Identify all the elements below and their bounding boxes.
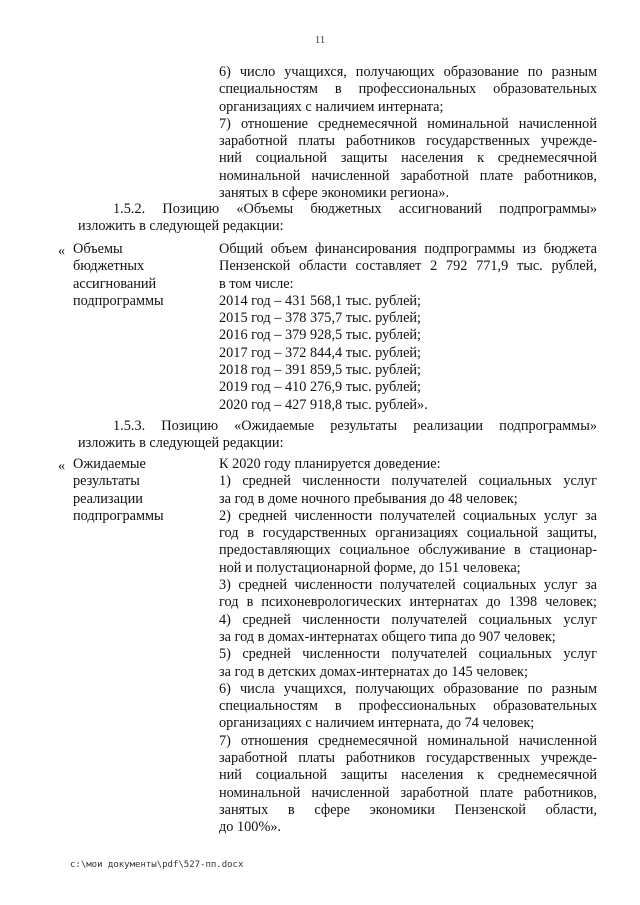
section-1-5-2-line-2: изложить в следующей редакции: <box>78 218 284 235</box>
results-label-line: реализации <box>73 490 143 507</box>
results-values <box>219 456 597 837</box>
top-block-line: 7) отношение среднемесячной номинальной начисленной <box>219 115 597 132</box>
results-values-line: номинальной начисленной заработной плате работников, <box>219 784 597 801</box>
results-label-line: подпрограммы <box>73 507 164 524</box>
results-values-line: год в психоневрологических интернатах до 1398 человек; <box>219 594 597 611</box>
results-values-line: 1) средней численности получателей социальных услуг <box>219 473 597 490</box>
budget-values-line: Пензенской области составляет 2 792 771,9 тыс. рублей, <box>219 258 597 275</box>
results-values-line: специальностям в профессиональных образовательных <box>219 698 597 715</box>
section-1-5-2-heading <box>78 201 597 236</box>
results-values-line: за год в детских домах-интернатах до 145 человек; <box>219 663 528 680</box>
results-label-line: результаты <box>73 473 140 490</box>
top-block-line: 6) число учащихся, получающих образование по разным <box>219 64 597 80</box>
results-values-line: заработной платы работников государственных учрежде- <box>219 750 597 767</box>
footer-file-path: c:\мои документы\pdf\527-пп.docx <box>70 860 244 870</box>
budget-label-line: подпрограммы <box>73 292 164 309</box>
results-values-line: год в государственных организациях социальной защиты, <box>219 525 597 542</box>
budget-label-line: бюджетных <box>73 258 145 275</box>
results-label-line: Ожидаемые <box>73 456 146 472</box>
results-values-line: 3) средней численности получателей социальных услуг за <box>219 577 597 594</box>
budget-values-line: 2017 год – 372 844,4 тыс. рублей; <box>219 344 422 361</box>
section-1-5-3-heading <box>78 418 597 453</box>
budget-values <box>219 241 597 414</box>
top-block-line: организациях с наличием интерната; <box>219 98 444 115</box>
budget-values-line: в том числе: <box>219 275 294 292</box>
budget-label-line: ассигнований <box>73 275 157 292</box>
budget-values-line: 2020 год – 427 918,8 тыс. рублей». <box>219 396 428 413</box>
budget-values-line: 2019 год – 410 276,9 тыс. рублей; <box>219 379 422 396</box>
page-number: 11 <box>314 34 326 46</box>
budget-values-line: 2018 год – 391 859,5 тыс. рублей; <box>219 362 422 379</box>
results-values-line: К 2020 году планируется доведение: <box>219 456 441 472</box>
top-block-line: заработной платы работников государственных учрежде- <box>219 133 597 150</box>
results-values-line: занятых в сфере экономики Пензенской области, <box>219 801 597 818</box>
budget-label <box>73 241 203 310</box>
section-1-5-3-line-2: изложить в следующей редакции: <box>78 435 284 452</box>
top-block-line: номинальной начисленной заработной плате работников, <box>219 167 597 184</box>
top-block-line: занятых в сфере экономики региона». <box>219 185 450 202</box>
results-label <box>73 456 203 525</box>
opening-quote-results: « <box>58 458 66 474</box>
section-1-5-3-line-1: 1.5.3. Позицию «Ожидаемые результаты реализации подпрограммы» <box>113 418 597 434</box>
results-values-line: за год в доме ночного пребывания до 48 человек; <box>219 490 518 507</box>
budget-values-line: 2016 год – 379 928,5 тыс. рублей; <box>219 327 422 344</box>
budget-label-line: Объемы <box>73 241 123 257</box>
results-values-line: предоставляющих социальное обслуживание в стационар- <box>219 542 597 559</box>
section-1-5-2-line-1: 1.5.2. Позицию «Объемы бюджетных ассигнований подпрограммы» <box>113 201 597 217</box>
results-values-line: 5) средней численности получателей социальных услуг <box>219 646 597 663</box>
results-values-line: 2) средней численности получателей социальных услуг за <box>219 507 597 524</box>
results-values-line: за год в домах-интернатах общего типа до 907 человек; <box>219 628 556 645</box>
results-values-line: организациях с наличием интерната, до 74 человек; <box>219 715 535 732</box>
top-block-line: ний социальной защиты населения к среднемесячной <box>219 150 597 167</box>
results-values-line: ний социальной защиты населения к среднемесячной <box>219 767 597 784</box>
top-block-line: специальностям в профессиональных образовательных <box>219 81 597 98</box>
results-values-line: 6) числа учащихся, получающих образование по разным <box>219 680 597 697</box>
results-values-line: ной и полустационарной форме, до 151 человека; <box>219 559 521 576</box>
budget-values-line: 2015 год – 378 375,7 тыс. рублей; <box>219 310 422 327</box>
budget-values-line: 2014 год – 431 568,1 тыс. рублей; <box>219 292 422 309</box>
results-values-line: до 100%». <box>219 819 282 836</box>
results-values-line: 7) отношения среднемесячной номинальной начисленной <box>219 732 597 749</box>
top-list-block <box>219 64 597 202</box>
results-values-line: 4) средней численности получателей социальных услуг <box>219 611 597 628</box>
budget-values-line: Общий объем финансирования подпрограммы из бюджета <box>219 241 597 257</box>
opening-quote-budget: « <box>58 243 66 259</box>
